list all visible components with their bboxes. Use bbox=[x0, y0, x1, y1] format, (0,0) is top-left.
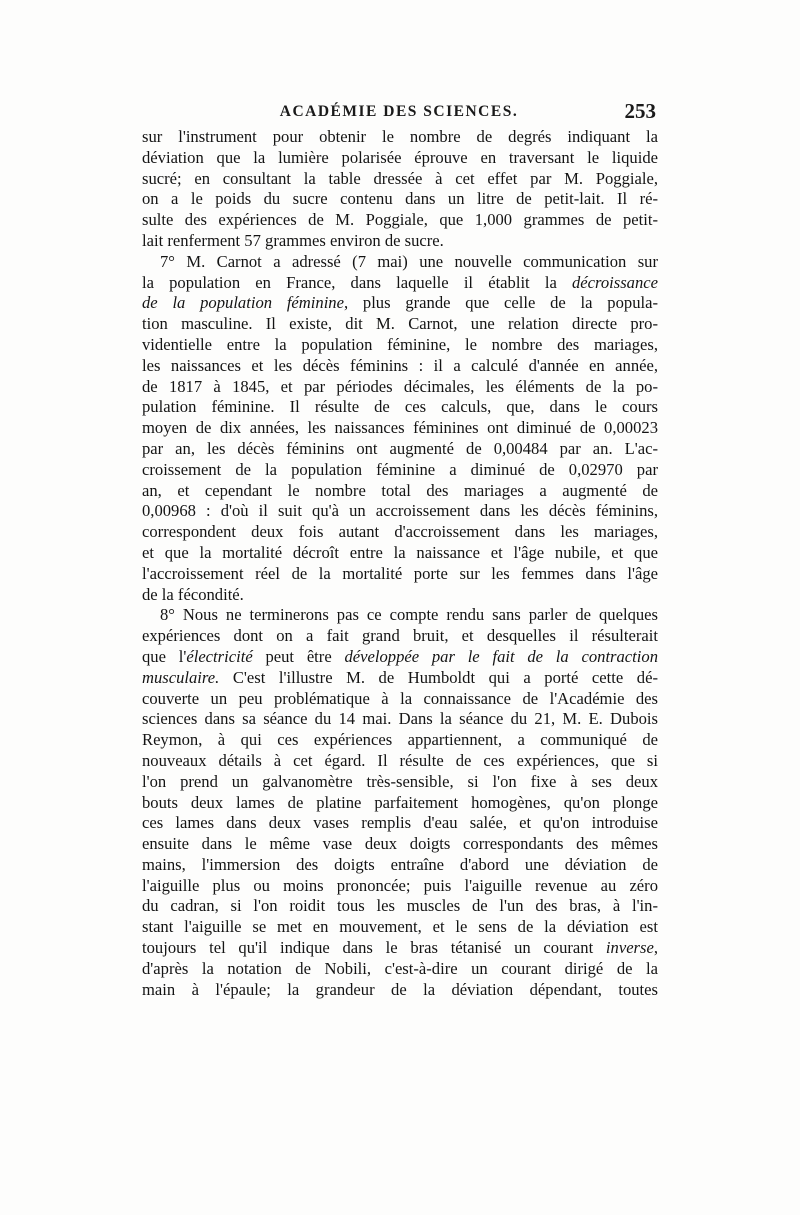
text-segment: C'est l'illustre M. de Humboldt qui a porté cette dé- bbox=[219, 667, 658, 687]
text-line bbox=[142, 564, 658, 585]
italic-text: développée par le fait de la contraction bbox=[344, 646, 658, 666]
running-title: ACADÉMIE DES SCIENCES. bbox=[279, 103, 519, 120]
text-line bbox=[142, 335, 658, 356]
italic-text: décroissance bbox=[571, 272, 658, 292]
text-segment: sulte des expériences de M. Poggiale, que 1,000 grammes de petit- bbox=[142, 210, 658, 230]
text-segment: stant l'aiguille se met en mouvement, et le sens de la déviation est bbox=[142, 917, 658, 937]
text-line bbox=[142, 314, 658, 335]
italic-text: électricité bbox=[186, 646, 253, 666]
text-line bbox=[142, 980, 658, 1001]
text-segment: par an, les décès féminins ont augmenté de 0,00484 par an. L'ac- bbox=[142, 438, 658, 458]
text-line bbox=[142, 938, 658, 959]
text-segment: main à l'épaule; la grandeur de la déviation dépendant, toutes bbox=[142, 979, 658, 999]
text-line bbox=[142, 501, 658, 522]
text-line bbox=[142, 481, 658, 502]
text-segment: sciences dans sa séance du 14 mai. Dans la séance du 21, M. E. Dubois bbox=[142, 709, 658, 729]
text-segment: expériences dont on a fait grand bruit, et desquelles il résulterait bbox=[142, 626, 658, 646]
text-segment: Reymon, à qui ces expériences appartiennent, a communiqué de bbox=[142, 730, 658, 750]
text-line bbox=[142, 356, 658, 377]
text-segment: 7° M. Carnot a adressé (7 mai) une nouvelle communication sur bbox=[160, 251, 658, 271]
text-segment: , bbox=[653, 938, 658, 958]
italic-text: musculaire. bbox=[142, 667, 220, 687]
text-line bbox=[142, 210, 658, 231]
text-segment: an, et cependant le nombre total des mariages a augmenté de bbox=[142, 480, 658, 500]
text-segment: ensuite dans le même vase deux doigts correspondants des mêmes bbox=[142, 834, 658, 854]
page-number: 253 bbox=[624, 99, 656, 123]
text-segment: peut être bbox=[252, 646, 345, 666]
text-segment: ces lames dans deux vases remplis d'eau salée, et qu'on introduise bbox=[142, 813, 658, 833]
text-line bbox=[142, 522, 658, 543]
text-line bbox=[142, 813, 658, 834]
text-line bbox=[142, 896, 658, 917]
text-line bbox=[142, 751, 658, 772]
text-segment: l'aiguille plus ou moins prononcée; puis l'aiguille revenue au zéro bbox=[142, 875, 658, 895]
text-line bbox=[142, 772, 658, 793]
text-segment: tion masculine. Il existe, dit M. Carnot, une relation directe pro- bbox=[142, 314, 658, 334]
text-line bbox=[142, 397, 658, 418]
text-line bbox=[142, 689, 658, 710]
text-segment: 0,00968 : d'où il suit qu'à un accroissement dans les décès féminins, bbox=[142, 501, 658, 521]
text-segment: lait renferment 57 grammes environ de sucre. bbox=[142, 230, 444, 250]
text-line bbox=[142, 148, 658, 169]
text-line bbox=[142, 127, 658, 148]
text-segment: de 1817 à 1845, et par périodes décimales, les éléments de la po- bbox=[142, 376, 658, 396]
text-line bbox=[142, 647, 658, 668]
italic-text: de la population féminine bbox=[142, 293, 344, 313]
text-segment: mains, l'immersion des doigts entraîne d'abord une déviation de bbox=[142, 854, 658, 874]
text-segment: sur l'instrument pour obtenir le nombre de degrés indiquant la bbox=[142, 127, 658, 146]
text-segment: que l' bbox=[142, 646, 187, 666]
text-segment: couverte un peu problématique à la connaissance de l'Académie des bbox=[142, 688, 658, 708]
text-line bbox=[142, 273, 658, 294]
italic-text: inverse bbox=[605, 938, 654, 958]
text-segment: et que la mortalité décroît entre la naissance et l'âge nubile, et que bbox=[142, 542, 658, 562]
text-segment: croissement de la population féminine a diminué de 0,02970 par bbox=[142, 459, 658, 479]
text-line bbox=[142, 543, 658, 564]
text-line bbox=[142, 709, 658, 730]
text-line bbox=[142, 855, 658, 876]
text-line bbox=[142, 876, 658, 897]
text-segment: de la fécondité. bbox=[142, 584, 244, 604]
text-segment: l'accroissement réel de la mortalité porte sur les femmes dans l'âge bbox=[142, 563, 658, 583]
text-segment: videntielle entre la population féminine, le nombre des mariages, bbox=[142, 334, 658, 354]
text-line bbox=[142, 293, 658, 314]
body-text bbox=[142, 127, 658, 1000]
text-segment: les naissances et les décès féminins : il a calculé d'année en année, bbox=[142, 355, 658, 375]
text-line bbox=[142, 189, 658, 210]
text-line bbox=[142, 377, 658, 398]
text-line bbox=[142, 585, 658, 606]
text-line bbox=[142, 668, 658, 689]
text-segment: moyen de dix années, les naissances féminines ont diminué de 0,00023 bbox=[142, 418, 658, 438]
text-line bbox=[142, 252, 658, 273]
text-segment: , plus grande que celle de la popula- bbox=[343, 293, 658, 313]
text-line bbox=[142, 793, 658, 814]
text-segment: pulation féminine. Il résulte de ces calculs, que, dans le cours bbox=[142, 397, 658, 417]
text-line bbox=[142, 626, 658, 647]
text-segment: d'après la notation de Nobili, c'est-à-dire un courant dirigé de la bbox=[142, 958, 658, 978]
text-segment: nouveaux détails à cet égard. Il résulte de ces expériences, que si bbox=[142, 750, 658, 770]
text-line bbox=[142, 834, 658, 855]
text-line bbox=[142, 231, 658, 252]
text-line bbox=[142, 169, 658, 190]
text-line bbox=[142, 917, 658, 938]
text-segment: sucré; en consultant la table dressée à cet effet par M. Poggiale, bbox=[142, 168, 658, 188]
text-segment: correspondent deux fois autant d'accroissement dans les mariages, bbox=[142, 522, 658, 542]
page-header bbox=[140, 99, 658, 125]
text-segment: déviation que la lumière polarisée éprouve en traversant le liquide bbox=[142, 147, 658, 167]
text-line bbox=[142, 605, 658, 626]
text-line bbox=[142, 460, 658, 481]
text-line bbox=[142, 730, 658, 751]
text-segment: du cadran, si l'on roidit tous les muscles de l'un des bras, à l'in- bbox=[142, 896, 658, 916]
text-segment: l'on prend un galvanomètre très-sensible, si l'on fixe à ses deux bbox=[142, 771, 658, 791]
text-segment: bouts deux lames de platine parfaitement homogènes, qu'on plonge bbox=[142, 792, 658, 812]
text-line bbox=[142, 418, 658, 439]
text-segment: la population en France, dans laquelle il établit la bbox=[142, 272, 572, 292]
text-segment: on a le poids du sucre contenu dans un litre de petit-lait. Il ré- bbox=[142, 189, 658, 209]
text-segment: toujours tel qu'il indique dans le bras tétanisé un courant bbox=[142, 938, 606, 958]
text-line bbox=[142, 439, 658, 460]
text-line bbox=[142, 959, 658, 980]
text-segment: 8° Nous ne terminerons pas ce compte rendu sans parler de quelques bbox=[160, 605, 658, 625]
